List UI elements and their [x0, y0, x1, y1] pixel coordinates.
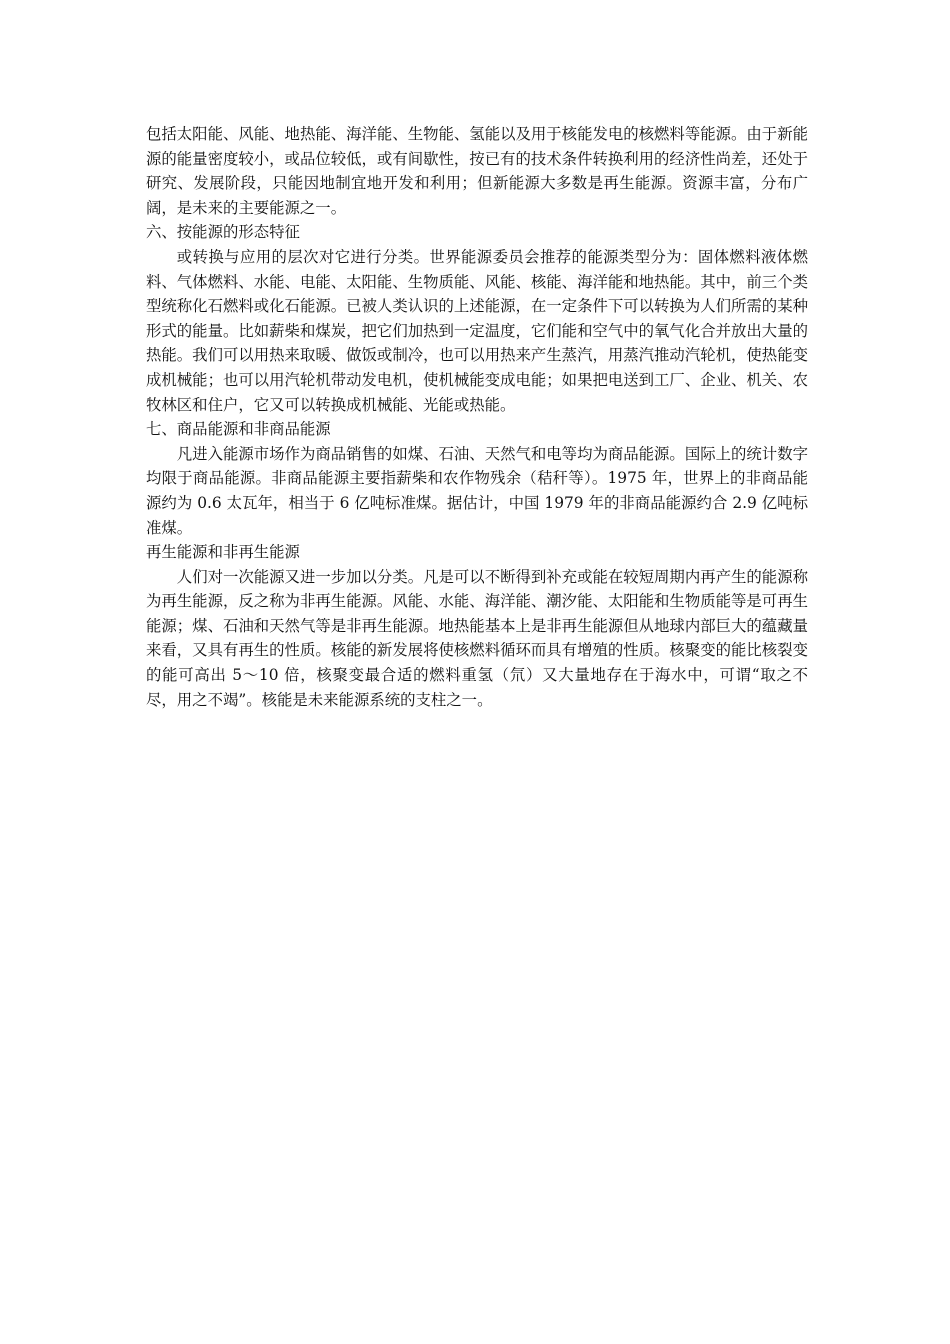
section-heading-renewable: 再生能源和非再生能源: [146, 543, 300, 562]
paragraph-renewable-energy: 人们对一次能源又进一步加以分类。凡是可以不断得到补充或能在较短周期内再产生的能源称为再生能源，反之称为非再生能源。风能、水能、海洋能、潮汐能、太阳能和生物质能等是可再生能源；煤、石油和天然气等是非再生能源。地热能基本上是非再生能源但从地球内部巨大的蕴藏量来看，又具有再生的性质。核能的新发展将使核燃料循环而具有增殖的性质。核聚变的能比核裂变的能可高出 5～10 倍，核聚变最合适的燃料重氢（氘）又大量地存在于海水中，可谓“取之不尽，用之不竭”。核能是未来能源系统的支柱之一。: [146, 567, 808, 709]
section-heading-commercial: 七、商品能源和非商品能源: [146, 420, 331, 439]
section-heading-form: 六、按能源的形态特征: [146, 223, 300, 242]
document-page: [146, 122, 808, 712]
paragraph-commercial-energy: 凡进入能源市场作为商品销售的如煤、石油、天然气和电等均为商品能源。国际上的统计数字均限于商品能源。非商品能源主要指薪柴和农作物残余（秸秆等）。1975 年，世界上的非商品能源约为 0.6 太瓦年，相当于 6 亿吨标准煤。据估计，中国 1979 年的非商品能源约合 2.9 亿吨标准煤。: [146, 444, 808, 537]
paragraph-new-energy: 包括太阳能、风能、地热能、海洋能、生物能、氢能以及用于核能发电的核燃料等能源。由于新能源的能量密度较小，或品位较低，或有间歇性，按已有的技术条件转换利用的经济性尚差，还处于研究、发展阶段，只能因地制宜地开发和利用；但新能源大多数是再生能源。资源丰富，分布广阔，是未来的主要能源之一。: [146, 125, 808, 217]
paragraph-energy-types: 或转换与应用的层次对它进行分类。世界能源委员会推荐的能源类型分为：固体燃料液体燃料、气体燃料、水能、电能、太阳能、生物质能、风能、核能、海洋能和地热能。其中，前三个类型统称化石燃料或化石能源。已被人类认识的上述能源，在一定条件下可以转换为人们所需的某种形式的能量。比如薪柴和煤炭，把它们加热到一定温度，它们能和空气中的氧气化合并放出大量的热能。我们可以用热来取暖、做饭或制冷，也可以用热来产生蒸汽，用蒸汽推动汽轮机，使热能变成机械能；也可以用汽轮机带动发电机，使机械能变成电能；如果把电送到工厂、企业、机关、农牧林区和住户，它又可以转换成机械能、光能或热能。: [146, 247, 808, 414]
